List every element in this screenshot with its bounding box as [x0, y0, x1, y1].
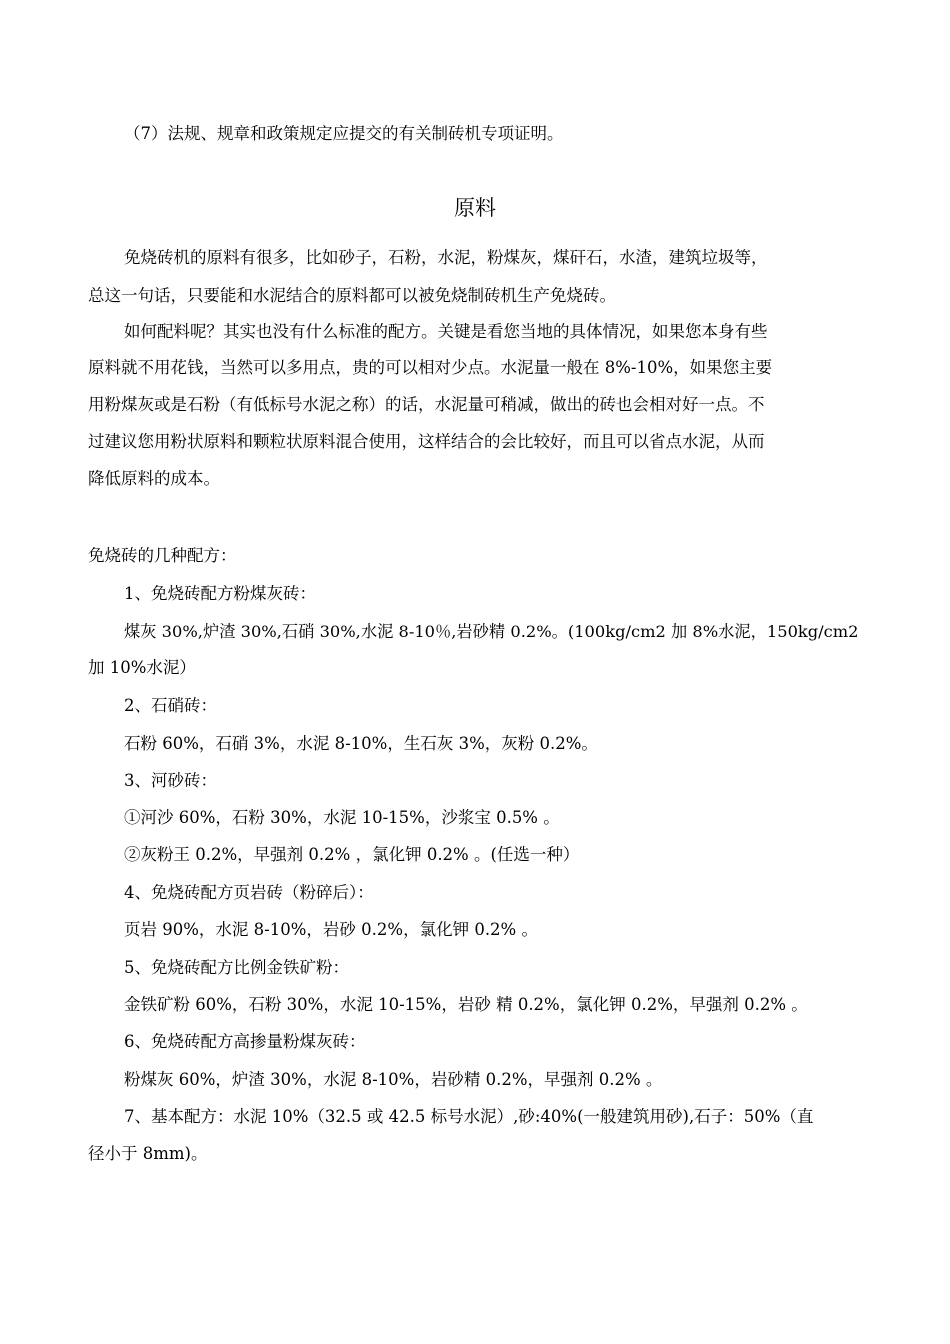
para1-line1: 免烧砖机的原料有很多，比如砂子，石粉，水泥，粉煤灰，煤矸石，水渣，建筑垃圾等，	[124, 248, 768, 267]
formula-6-line1: 粉煤灰 60%，炉渣 30%，水泥 8-10%，岩砂精 0.2%，早强剂 0.2% 。	[124, 1070, 663, 1089]
formula-3-line2: ②灰粉王 0.2%，早强剂 0.2% ，氯化钾 0.2% 。(任选一种）	[124, 845, 580, 864]
intro-item-7: （7）法规、规章和政策规定应提交的有关制砖机专项证明。	[124, 124, 564, 143]
para2-line3: 用粉煤灰或是石粉（有低标号水泥之称）的话，水泥量可稍减，做出的砖也会相对好一点。不	[88, 395, 765, 414]
formula-5-title: 5、免烧砖配方比例金铁矿粉：	[124, 958, 349, 977]
para2-line4: 过建议您用粉状原料和颗粒状原料混合使用，这样结合的会比较好，而且可以省点水泥，从而	[88, 432, 765, 451]
para2-line1: 如何配料呢？其实也没有什么标准的配方。关键是看您当地的具体情况，如果您本身有些	[124, 322, 768, 341]
para1-line2: 总这一句话，只要能和水泥结合的原料都可以被免烧制砖机生产免烧砖。	[88, 286, 616, 305]
para2-line5: 降低原料的成本。	[88, 469, 220, 488]
section-title: 原料	[454, 196, 496, 220]
formulas-heading: 免烧砖的几种配方：	[88, 546, 237, 565]
formula-2-title: 2、石硝砖：	[124, 696, 217, 715]
formula-5-line1: 金铁矿粉 60%，石粉 30%，水泥 10-15%，岩砂 精 0.2%，氯化钾 0.2%，早强剂 0.2% 。	[124, 995, 808, 1014]
formula-3-title: 3、河砂砖：	[124, 771, 217, 790]
formula-1-line1: 煤灰 30%,炉渣 30%,石硝 30%,水泥 8-10％,岩砂精 0.2%。(100kg/cm2 加 8%水泥，150kg/cm2	[124, 622, 859, 641]
formula-4-title: 4、免烧砖配方页岩砖（粉碎后）：	[124, 883, 374, 902]
formula-7-line2: 径小于 8mm)。	[88, 1144, 208, 1163]
formula-6-title: 6、免烧砖配方高掺量粉煤灰砖：	[124, 1032, 366, 1051]
formula-3-line1: ①河沙 60%，石粉 30%，水泥 10-15%，沙浆宝 0.5% 。	[124, 808, 560, 827]
formula-4-line1: 页岩 90%，水泥 8-10%，岩砂 0.2%，氯化钾 0.2% 。	[124, 920, 538, 939]
formula-2-line1: 石粉 60%，石硝 3%，水泥 8-10%，生石灰 3%，灰粉 0.2%。	[124, 734, 598, 753]
formula-7-line1: 7、基本配方：水泥 10%（32.5 或 42.5 标号水泥）,砂:40%(一般建筑用砂),石子：50%（直	[124, 1107, 814, 1126]
formula-1-line2: 加 10%水泥）	[88, 658, 196, 677]
para2-line2: 原料就不用花钱，当然可以多用点，贵的可以相对少点。水泥量一般在 8%-10%，如果您主要	[88, 358, 773, 377]
formula-1-title: 1、免烧砖配方粉煤灰砖：	[124, 584, 316, 603]
